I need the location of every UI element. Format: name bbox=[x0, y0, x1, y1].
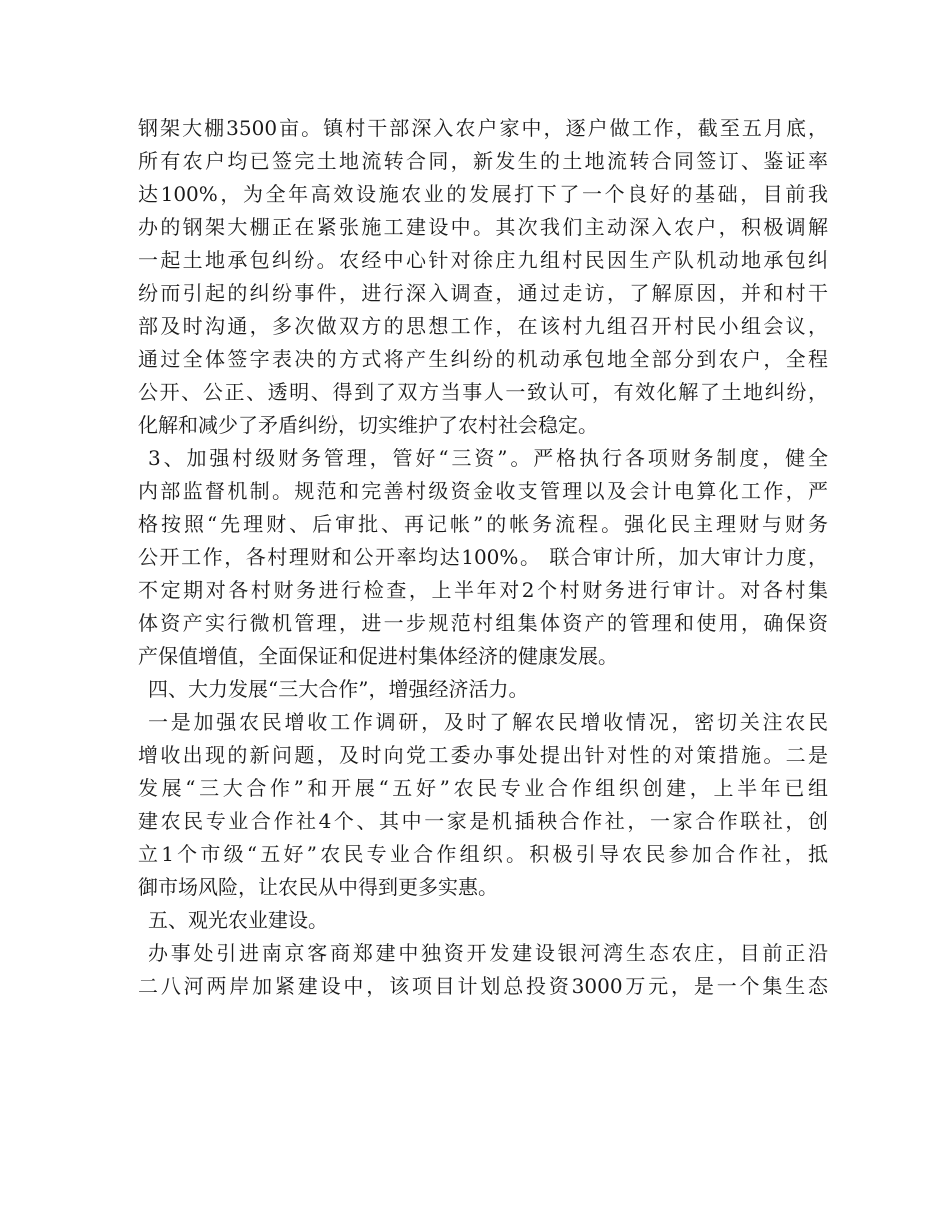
text-line: 公开工作，各村理财和公开率均达100%。 联合审计所，加大审计力度， bbox=[138, 545, 828, 569]
text-line: 所有农户均已签完土地流转合同，新发生的土地流转合同签订、鉴证率 bbox=[138, 149, 828, 173]
text-line: 产保值增值，全面保证和促进村集体经济的健康发展。 bbox=[138, 644, 618, 668]
document-body bbox=[138, 112, 828, 1003]
section-heading-4: 四、大力发展“三大合作”，增强经济活力。 bbox=[148, 677, 529, 701]
text-line: 达100%，为全年高效设施农业的发展打下了一个良好的基础，目前我 bbox=[138, 182, 828, 206]
text-line: 钢架大棚3500亩。镇村干部深入农户家中，逐户做工作，截至五月底， bbox=[138, 116, 828, 140]
text-line: 纷而引起的纠纷事件，进行深入调查，通过走访，了解原因，并和村干 bbox=[138, 281, 828, 305]
section-heading-3: 3、加强村级财务管理，管好“三资”。严格执行各项财务制度，健全 bbox=[148, 446, 828, 470]
text-line: 二八河两岸加紧建设中，该项目计划总投资3000万元，是一个集生态 bbox=[138, 974, 828, 998]
text-line: 发展“三大合作”和开展“五好”农民专业合作组织创建，上半年已组 bbox=[138, 776, 828, 800]
text-line: 格按照“先理财、后审批、再记帐”的帐务流程。强化民主理财与财务 bbox=[138, 512, 828, 536]
text-line: 增收出现的新问题，及时向党工委办事处提出针对性的对策措施。二是 bbox=[138, 743, 828, 767]
text-line: 内部监督机制。规范和完善村级资金收支管理以及会计电算化工作，严 bbox=[138, 479, 828, 503]
text-line: 办的钢架大棚正在紧张施工建设中。其次我们主动深入农户，积极调解 bbox=[138, 215, 828, 239]
text-line: 御市场风险，让农民从中得到更多实惠。 bbox=[138, 875, 498, 899]
text-line: 化解和减少了矛盾纠纷，切实维护了农村社会稳定。 bbox=[138, 413, 598, 437]
text-line: 立1个市级“五好”农民专业合作组织。积极引导农民参加合作社，抵 bbox=[138, 842, 828, 866]
text-line: 体资产实行微机管理，进一步规范村组集体资产的管理和使用，确保资 bbox=[138, 611, 828, 635]
text-line: 办事处引进南京客商郑建中独资开发建设银河湾生态农庄，目前正沿 bbox=[148, 941, 828, 965]
text-line: 通过全体签字表决的方式将产生纠纷的机动承包地全部分到农户，全程 bbox=[138, 347, 828, 371]
text-line: 不定期对各村财务进行检查，上半年对2个村财务进行审计。对各村集 bbox=[138, 578, 828, 602]
text-line: 建农民专业合作社4个、其中一家是机插秧合作社，一家合作联社，创 bbox=[138, 809, 828, 833]
text-line: 公开、公正、透明、得到了双方当事人一致认可，有效化解了土地纠纷， bbox=[138, 380, 828, 404]
text-line: 一起土地承包纠纷。农经中心针对徐庄九组村民因生产队机动地承包纠 bbox=[138, 248, 828, 272]
section-heading-5: 五、观光农业建设。 bbox=[148, 908, 328, 932]
text-line: 部及时沟通，多次做双方的思想工作，在该村九组召开村民小组会议， bbox=[138, 314, 828, 338]
text-line: 一是加强农民增收工作调研，及时了解农民增收情况，密切关注农民 bbox=[148, 710, 828, 734]
